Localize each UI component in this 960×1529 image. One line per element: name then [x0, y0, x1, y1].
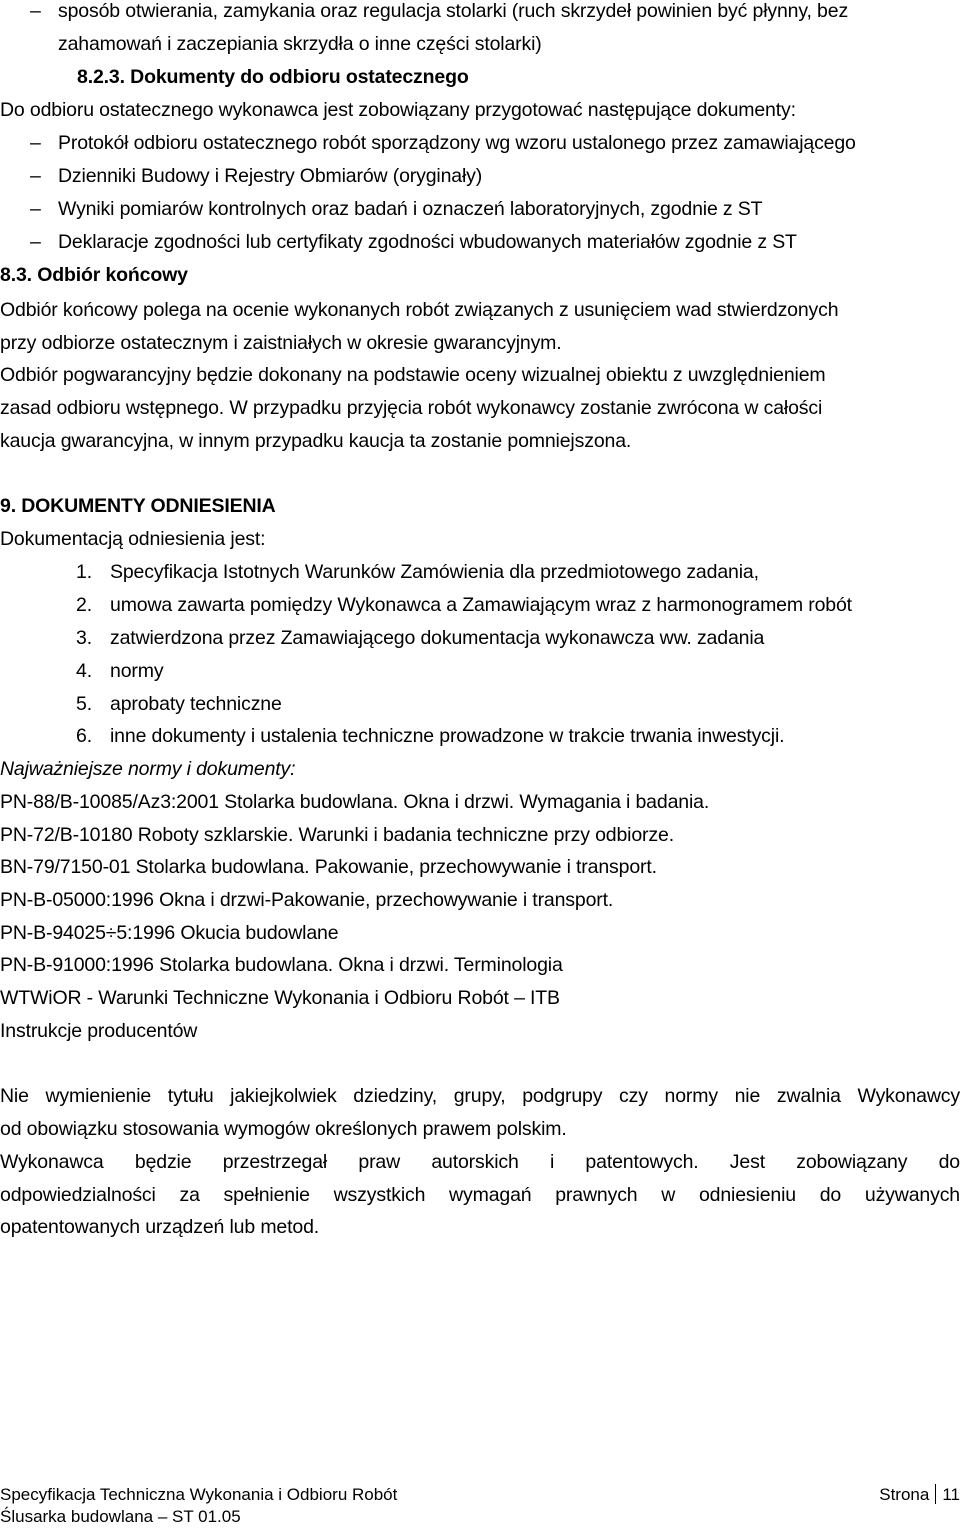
footer-subtitle: Ślusarka budowlana – ST 01.05	[0, 1507, 241, 1526]
list-item: –Wyniki pomiarów kontrolnych oraz badań i oznaczeń laboratoryjnych, zgodnie z ST	[30, 196, 762, 222]
dash-bullet-icon	[30, 163, 48, 189]
norm-item: PN-B-05000:1996 Okna i drzwi-Pakowanie, przechowywanie i transport.	[0, 889, 614, 911]
list-item: –Protokół odbioru ostatecznego robót sporządzony wg wzoru ustalonego przez zamawiającego	[30, 130, 856, 156]
list-item: –Deklaracje zgodności lub certyfikaty zgodności wbudowanych materiałów zgodnie z ST	[30, 229, 797, 255]
paragraph-line: zasad odbioru wstępnego. W przypadku przyjęcia robót wykonawcy zostanie zwrócona w całości	[0, 397, 823, 419]
bullet-text: sposób otwierania, zamykania oraz regulacja stolarki (ruch skrzydeł powinien być płynny, bez	[58, 0, 849, 22]
norm-item: BN-79/7150-01 Stolarka budowlana. Pakowanie, przechowywanie i transport.	[0, 856, 657, 878]
list-item: –Dzienniki Budowy i Rejestry Obmiarów (oryginały)	[30, 163, 482, 189]
paragraph-line: przy odbiorze ostatecznym i zaistniałych w okresie gwarancyjnym.	[0, 332, 562, 354]
page-separator	[935, 1484, 936, 1504]
dash-bullet-icon	[30, 229, 48, 255]
paragraph-line: Odbiór pogwarancyjny będzie dokonany na podstawie oceny wizualnej obiektu z uwzględnieniem	[0, 364, 826, 386]
norm-item: Instrukcje producentów	[0, 1020, 198, 1042]
section-heading-9: 9. DOKUMENTY ODNIESIENIA	[0, 495, 276, 517]
section-intro: Do odbioru ostatecznego wykonawca jest zobowiązany przygotować następujące dokumenty:	[0, 99, 796, 121]
footer-title: Specyfikacja Techniczna Wykonania i Odbioru Robót	[0, 1485, 398, 1504]
closing-line: odpowiedzialności za spełnienie wszystkich wymagań prawnych w odniesieniu do używanych	[0, 1184, 960, 1206]
dash-bullet-icon	[30, 130, 48, 156]
closing-line: od obowiązku stosowania wymogów określonych prawem polskim.	[0, 1118, 567, 1140]
page-number-block	[879, 1484, 960, 1506]
numbered-item: 2. umowa zawarta pomiędzy Wykonawca a Zamawiającym wraz z harmonogramem robót	[76, 594, 852, 616]
section-heading-83: 8.3. Odbiór końcowy	[0, 264, 188, 286]
section-intro: Dokumentacją odniesienia jest:	[0, 528, 266, 550]
norm-item: WTWiOR - Warunki Techniczne Wykonania i Odbioru Robót – ITB	[0, 987, 560, 1009]
bullet-continuation: zahamowań i zaczepiania skrzydła o inne części stolarki)	[58, 33, 542, 55]
page-label: Strona	[879, 1485, 930, 1504]
closing-line: Wykonawca będzie przestrzegał praw autorskich i patentowych. Jest zobowiązany do	[0, 1151, 960, 1173]
paragraph-line: Odbiór końcowy polega na ocenie wykonanych robót związanych z usunięciem wad stwierdzonych	[0, 299, 839, 321]
bullet-item	[30, 0, 848, 24]
norm-item: PN-72/B-10180 Roboty szklarskie. Warunki i badania techniczne przy odbiorze.	[0, 824, 674, 846]
dash-bullet-icon	[30, 196, 48, 222]
closing-line: Nie wymienienie tytułu jakiejkolwiek dziedziny, grupy, podgrupy czy normy nie zwalnia Wykonawcy	[0, 1085, 960, 1107]
numbered-item: 6. inne dokumenty i ustalenia techniczne prowadzone w trakcie trwania inwestycji.	[76, 725, 785, 747]
norms-heading: Najważniejsze normy i dokumenty:	[0, 758, 296, 780]
dash-bullet-icon	[30, 0, 48, 24]
section-heading-823: 8.2.3. Dokumenty do odbioru ostatecznego	[77, 66, 469, 88]
paragraph-line: kaucja gwarancyjna, w innym przypadku kaucja ta zostanie pomniejszona.	[0, 430, 632, 452]
numbered-item: 3. zatwierdzona przez Zamawiającego dokumentacja wykonawcza ww. zadania	[76, 627, 765, 649]
numbered-item: 4. normy	[76, 660, 164, 682]
page-number: 11	[942, 1485, 960, 1504]
closing-line: opatentowanych urządzeń lub metod.	[0, 1216, 320, 1238]
norm-item: PN-88/B-10085/Az3:2001 Stolarka budowlana. Okna i drzwi. Wymagania i badania.	[0, 791, 710, 813]
norm-item: PN-B-94025÷5:1996 Okucia budowlane	[0, 922, 339, 944]
numbered-item: 1. Specyfikacja Istotnych Warunków Zamówienia dla przedmiotowego zadania,	[76, 561, 759, 583]
norm-item: PN-B-91000:1996 Stolarka budowlana. Okna i drzwi. Terminologia	[0, 954, 563, 976]
numbered-item: 5. aprobaty techniczne	[76, 693, 282, 715]
